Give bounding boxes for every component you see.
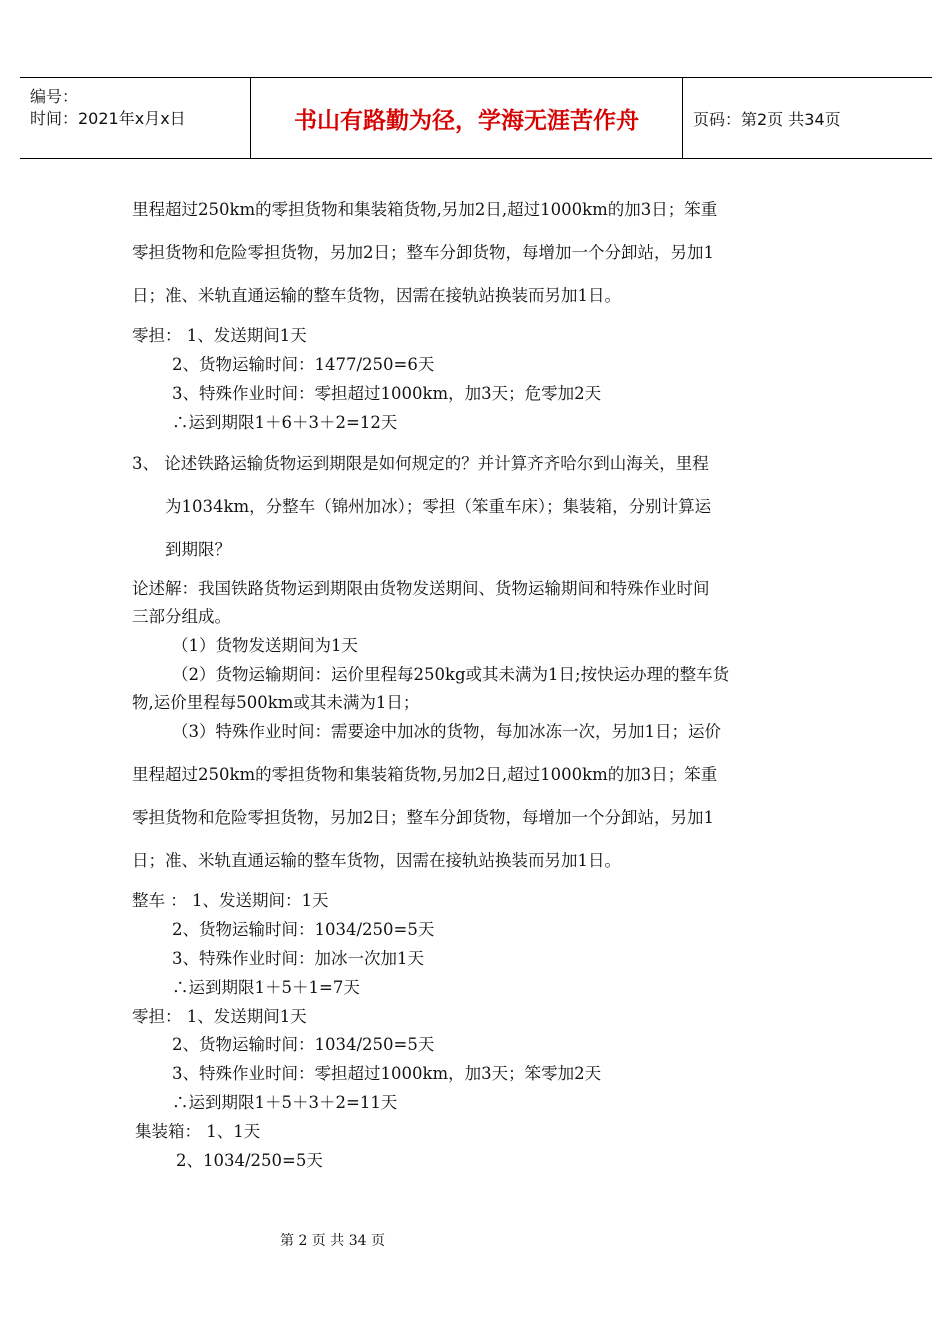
body-line: 里程超过250km的零担货物和集装箱货物,另加2日,超过1000km的加3日；笨重: [132, 200, 718, 219]
body-line: 零担： 1、发送期间1天: [132, 1007, 307, 1026]
body-line: ∴运到期限1＋6＋3＋2=12天: [172, 413, 398, 432]
body-line: 整车 ： 1、发送期间：1天: [132, 891, 329, 910]
header-table: [20, 77, 932, 159]
body-line: ∴运到期限1＋5＋1=7天: [172, 978, 360, 997]
body-line: 论述解：我国铁路货物运到期限由货物发送期间、货物运输期间和特殊作业时间: [132, 579, 710, 598]
body-line: 2、货物运输时间：1034/250=5天: [172, 920, 435, 939]
page-footer: 第 2 页 共 34 页: [280, 1233, 385, 1249]
motto: 书山有路勤为径，学海无涯苦作舟: [251, 78, 683, 158]
body-line: 零担货物和危险零担货物，另加2日；整车分卸货物，每增加一个分卸站，另加1: [132, 808, 714, 827]
header-info-cell: [20, 78, 251, 158]
body-line: 2、货物运输时间：1034/250=5天: [172, 1035, 435, 1054]
body-line: （2）货物运输期间：运价里程每250kg或其未满为1日;按快运办理的整车货: [172, 665, 730, 684]
body-line: ∴运到期限1＋5＋3＋2=11天: [172, 1093, 398, 1112]
body-line: 里程超过250km的零担货物和集装箱货物,另加2日,超过1000km的加3日；笨重: [132, 765, 718, 784]
body-line: （3）特殊作业时间：需要途中加冰的货物，每加冰冻一次，另加1日；运价: [172, 722, 721, 741]
body-line: 3、特殊作业时间：零担超过1000km，加3天；笨零加2天: [172, 1064, 602, 1083]
body-line: 2、1034/250=5天: [176, 1151, 323, 1170]
body-line: 物,运价里程每500km或其未满为1日；: [132, 693, 420, 712]
body-line: 日；准、米轨直通运输的整车货物，因需在接轨站换装而另加1日。: [132, 286, 621, 305]
body-line: 日；准、米轨直通运输的整车货物，因需在接轨站换装而另加1日。: [132, 851, 621, 870]
question-line: 3、 论述铁路运输货物运到期限是如何规定的？并计算齐齐哈尔到山海关，里程: [132, 454, 709, 473]
page-label: 页码：第2页 共34页: [693, 109, 841, 129]
date-label: 时间：2021年x月x日: [30, 109, 186, 128]
body-line: 零担： 1、发送期间1天: [132, 326, 307, 345]
body-line: 三部分组成。: [132, 607, 231, 626]
number-label: 编号：: [30, 87, 79, 106]
question-line: 为1034km，分整车（锦州加冰）；零担（笨重车床）；集装箱，分别计算运: [165, 497, 712, 516]
body-line: 零担货物和危险零担货物，另加2日；整车分卸货物，每增加一个分卸站，另加1: [132, 243, 714, 262]
body-line: 3、特殊作业时间：加冰一次加1天: [172, 949, 424, 968]
body-line: 2、货物运输时间：1477/250=6天: [172, 355, 435, 374]
body-line: （1）货物发送期间为1天: [172, 636, 358, 655]
question-line: 到期限？: [165, 540, 231, 559]
body-line: 3、特殊作业时间：零担超过1000km，加3天；危零加2天: [172, 384, 602, 403]
body-line: 集装箱： 1、1天: [135, 1122, 261, 1141]
